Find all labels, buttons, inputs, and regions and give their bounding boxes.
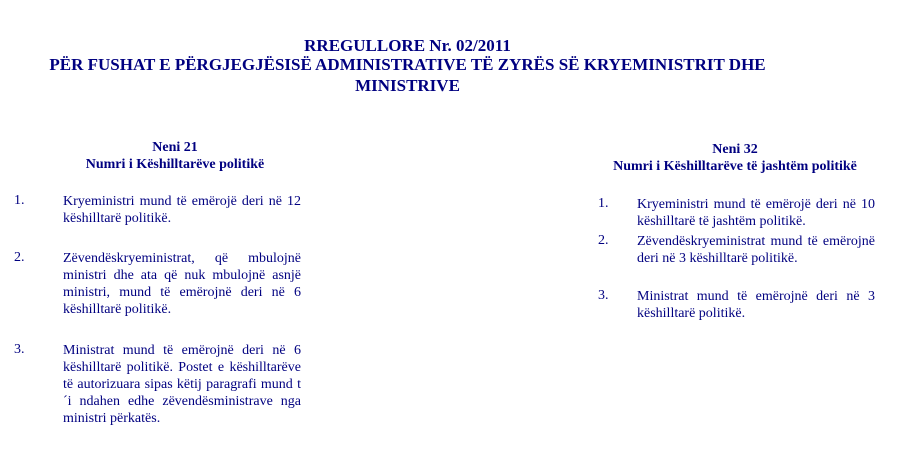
article-heading: Numri i Këshilltarëve politikë	[85, 157, 265, 172]
list-item-number: 3.	[598, 288, 609, 303]
regulation-subject-line2: MINISTRIVE	[355, 76, 460, 95]
article-heading: Numri i Këshilltarëve të jashtëm politikë	[613, 159, 857, 174]
article-number: Neni 21	[152, 140, 198, 155]
list-item-number: 2.	[14, 250, 25, 265]
article-number: Neni 32	[712, 142, 758, 157]
list-item-number: 1.	[14, 193, 25, 208]
list-item-text: Zëvendëskryeministrat mund të emërojnë deri në 3 këshilltarë politikë.	[637, 234, 875, 266]
regulation-number: RREGULLORE Nr. 02/2011	[304, 36, 511, 55]
list-item-text: Ministrat mund të emërojnë deri në 3 këshilltarë politikë.	[637, 289, 875, 321]
regulation-subject-line1: PËR FUSHAT E PËRGJEGJËSISË ADMINISTRATIVE TË ZYRËS SË KRYEMINISTRIT DHE	[49, 55, 766, 74]
list-item-text: Ministrat mund të emërojnë deri në 6 këshilltarë politikë. Postet e këshilltarëve të autorizuara sipas këtij paragrafi mund t´i ndahen edhe zëvendësministrave nga ministri përkatës.	[63, 343, 301, 426]
list-item-text: Zëvendëskryeministrat, që mbulojnë ministri dhe ata që nuk mbulojnë asnjë ministri, mund të emërojnë deri në 6 këshilltarë politikë.	[63, 251, 301, 317]
list-item-number: 3.	[14, 342, 25, 357]
list-item-number: 1.	[598, 196, 609, 211]
list-item-number: 2.	[598, 233, 609, 248]
list-item-text: Kryeministri mund të emërojë deri në 10 këshilltarë të jashtëm politikë.	[637, 197, 875, 229]
list-item-text: Kryeministri mund të emërojë deri në 12 këshilltarë politikë.	[63, 194, 301, 226]
